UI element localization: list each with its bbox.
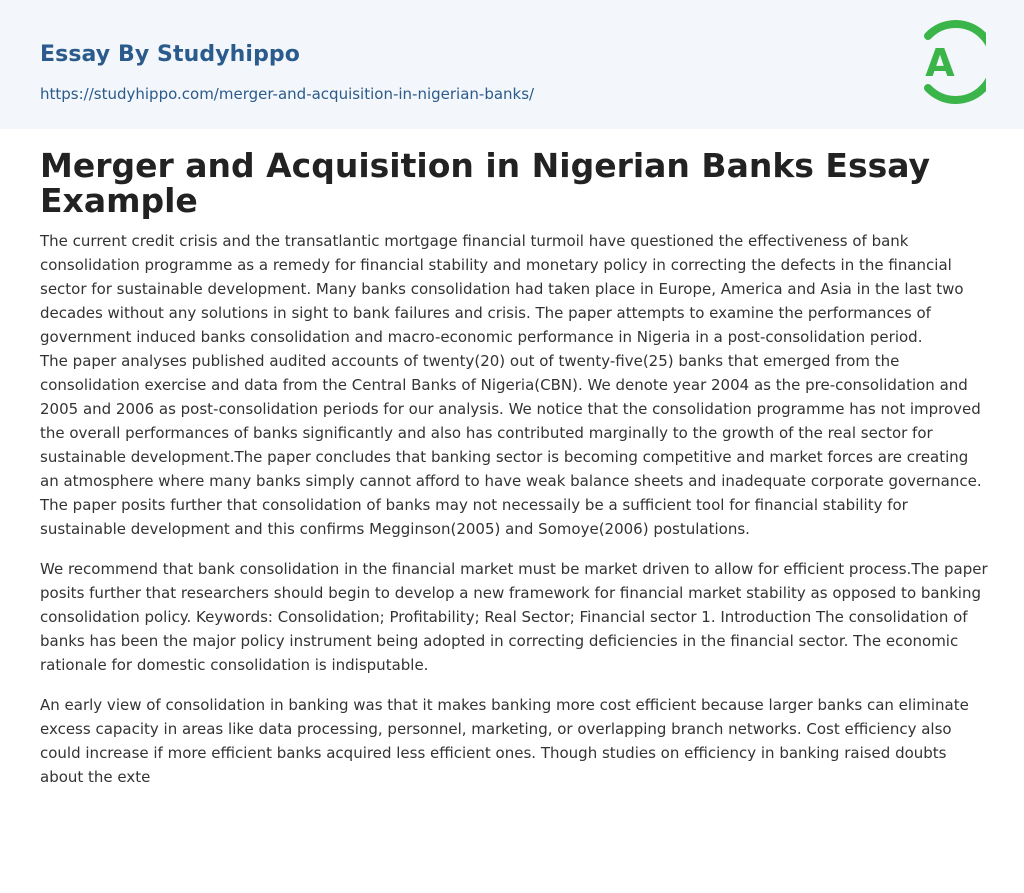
article-paragraph: An early view of consolidation in banking was that it makes banking more cost efficient because larger banks can eliminate excess capacity in areas like data processing, personnel, marketing, or overlapping branch networks. Cost efficiency also could increase if more efficient banks acquired less efficient ones. Though studies on efficiency in banking raised doubts about the exte — [40, 696, 969, 786]
source-url-link[interactable]: https://studyhippo.com/merger-and-acquisition-in-nigerian-banks/ — [40, 85, 535, 103]
article-title: Merger and Acquisition in Nigerian Banks Essay Example — [40, 146, 931, 220]
site-header — [0, 0, 1024, 129]
article-paragraph: The paper analyses published audited accounts of twenty(20) out of twenty-five(25) banks that emerged from the consolidation exercise and data from the Central Banks of Nigeria(CBN). We denote year 2004 as the pre-consolidation and 2005 and 2006 as post-consolidation periods for our analysis. We notice that the consolidation programme has not improved the overall performances of banks significantly and also has contributed marginally to the growth of the real sector for sustainable development.The paper concludes that banking sector is becoming competitive and market forces are creating an atmosphere where many banks simply cannot afford to have weak balance sheets and inadequate corporate governance. The paper posits further that consolidation of banks may not necessaily be a sufficient tool for financial stability for sustainable development and this confirms Megginson(2005) and Somoye(2006) postulations. — [40, 352, 982, 538]
article-paragraph: The current credit crisis and the transatlantic mortgage financial turmoil have questioned the effectiveness of bank consolidation programme as a remedy for financial stability and monetary policy in correcting the defects in the financial sector for sustainable development. Many banks consolidation had taken place in Europe, America and Asia in the last two decades without any solutions in sight to bank failures and crisis. The paper attempts to examine the performances of government induced banks consolidation and macro-economic performance in Nigeria in a post-consolidation period. — [40, 232, 964, 346]
logo-letter: A — [925, 41, 955, 85]
article-paragraph: We recommend that bank consolidation in the financial market must be market driven to allow for efficient process.The paper posits further that researchers should begin to develop a new framework for financial market stability as opposed to banking consolidation policy. Keywords: Consolidation; Profitability; Real Sector; Financial sector 1. Introduction The consolidation of banks has been the major policy instrument being adopted in correcting deficiencies in the financial sector. The economic rationale for domestic consolidation is indisputable. — [40, 560, 988, 674]
article-body — [40, 229, 990, 805]
studyhippo-logo-icon[interactable] — [912, 20, 986, 104]
brand-title[interactable]: Essay By Studyhippo — [40, 42, 300, 67]
